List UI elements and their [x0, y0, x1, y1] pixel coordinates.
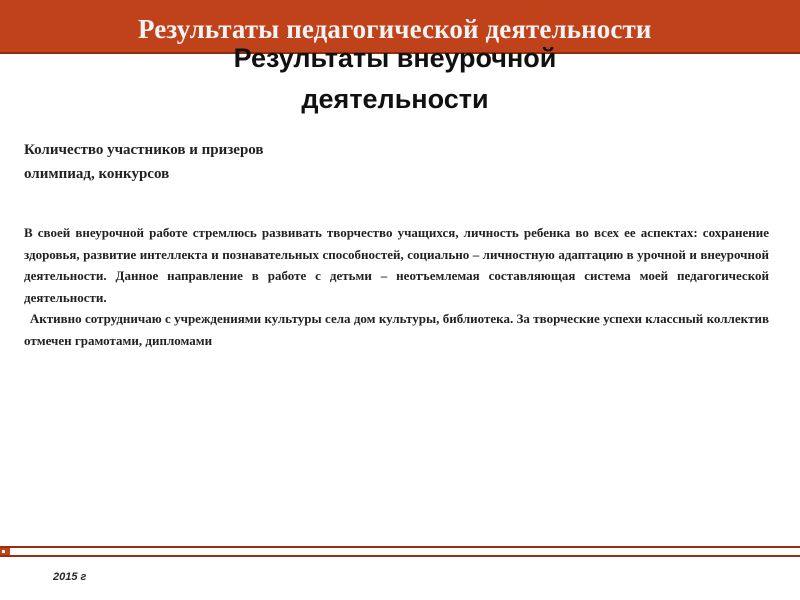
footer-divider — [0, 546, 800, 557]
body-text — [24, 222, 769, 351]
paragraph-activities: В своей внеурочной работе стремлюсь развивать творчество учащихся, личность ребенка во всех ее аспектах: сохранение здоровья, развитие интеллекта и познавательных способностей, социально – личностную адаптацию в урочной и внеурочной деятельности. Данное направление в работе с детьми – неотъемлемая составляющая система моей педагогической деятельности. — [24, 225, 769, 305]
slide-title: Результаты внеурочной деятельности — [233, 43, 557, 114]
subheading: Количество участников и призеров олимпиад, конкурсов — [24, 142, 264, 182]
paragraph-cooperation: Активно сотрудничаю с учреждениями культуры села дом культуры, библиотека. За творческие успехи классный коллектив отмечен грамотами, дипломами — [24, 311, 769, 348]
footer-year: 2015 г — [53, 571, 87, 583]
band-title: Результаты педагогической деятельности — [138, 14, 652, 44]
